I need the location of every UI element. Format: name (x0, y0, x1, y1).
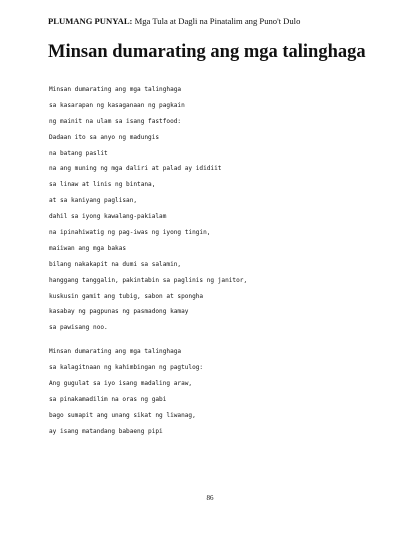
poem-line: bilang nakakapit na dumi sa salamin, (49, 260, 182, 268)
poem-line: kuskusin gamit ang tubig, sabon at spongha (49, 292, 204, 300)
poem-line: ng mainit na ulam sa isang fastfood: (49, 117, 182, 125)
poem-line: ay isang matandang babaeng pipi (49, 427, 163, 435)
poem-line: Minsan dumarating ang mga talinghaga (49, 86, 182, 93)
book-subtitle: Mga Tula at Dagli na Pinatalim ang Puno't Dulo (134, 16, 301, 26)
running-header (48, 16, 388, 26)
poem-line: hanggang tanggalin, pakintabin sa paglinis ng janitor, (49, 276, 248, 284)
poem-title: Minsan dumarating ang mga talinghaga (48, 42, 366, 62)
poem-line: sa pinakamadilim na oras ng gabi (49, 395, 167, 403)
poem-line: maiiwan ang mga bakas (49, 244, 127, 252)
poem-line: kasabay ng pagpunas ng pasmadong kamay (49, 308, 189, 316)
stanza-2 (49, 344, 389, 439)
poem-line: na ipinahiwatig ng pag-iwas ng iyong tingin, (49, 229, 211, 237)
poem-line: sa kalagitnaan ng kahimbingan ng pagtulog: (49, 364, 204, 372)
poem-line: Ang gugulat sa iyo isang madaling araw, (49, 380, 193, 388)
poem-line: sa kasarapan ng kasaganaan ng pagkain (49, 101, 185, 109)
poem-line: bago sumapit ang unang sikat ng liwanag, (49, 411, 196, 419)
stanza-1 (49, 82, 389, 336)
book-title: PLUMANG PUNYAL: (48, 16, 133, 26)
poem-line: Dadaan ito sa anyo ng madungis (49, 133, 160, 141)
page-number: 86 (206, 494, 214, 502)
poem-line: sa pawisang noo. (49, 324, 108, 332)
poem-line: na batang paslit (49, 149, 108, 157)
poem-line: Minsan dumarating ang mga talinghaga (49, 348, 182, 356)
poem-body (49, 82, 389, 440)
poem-line: dahil sa iyong kawalang-pakialam (49, 213, 167, 221)
poem-line: at sa kaniyang paglisan, (49, 197, 138, 205)
poem-line: sa linaw at linis ng bintana, (49, 181, 156, 189)
poem-line: na ang muning ng mga daliri at palad ay ididiit (49, 165, 222, 173)
